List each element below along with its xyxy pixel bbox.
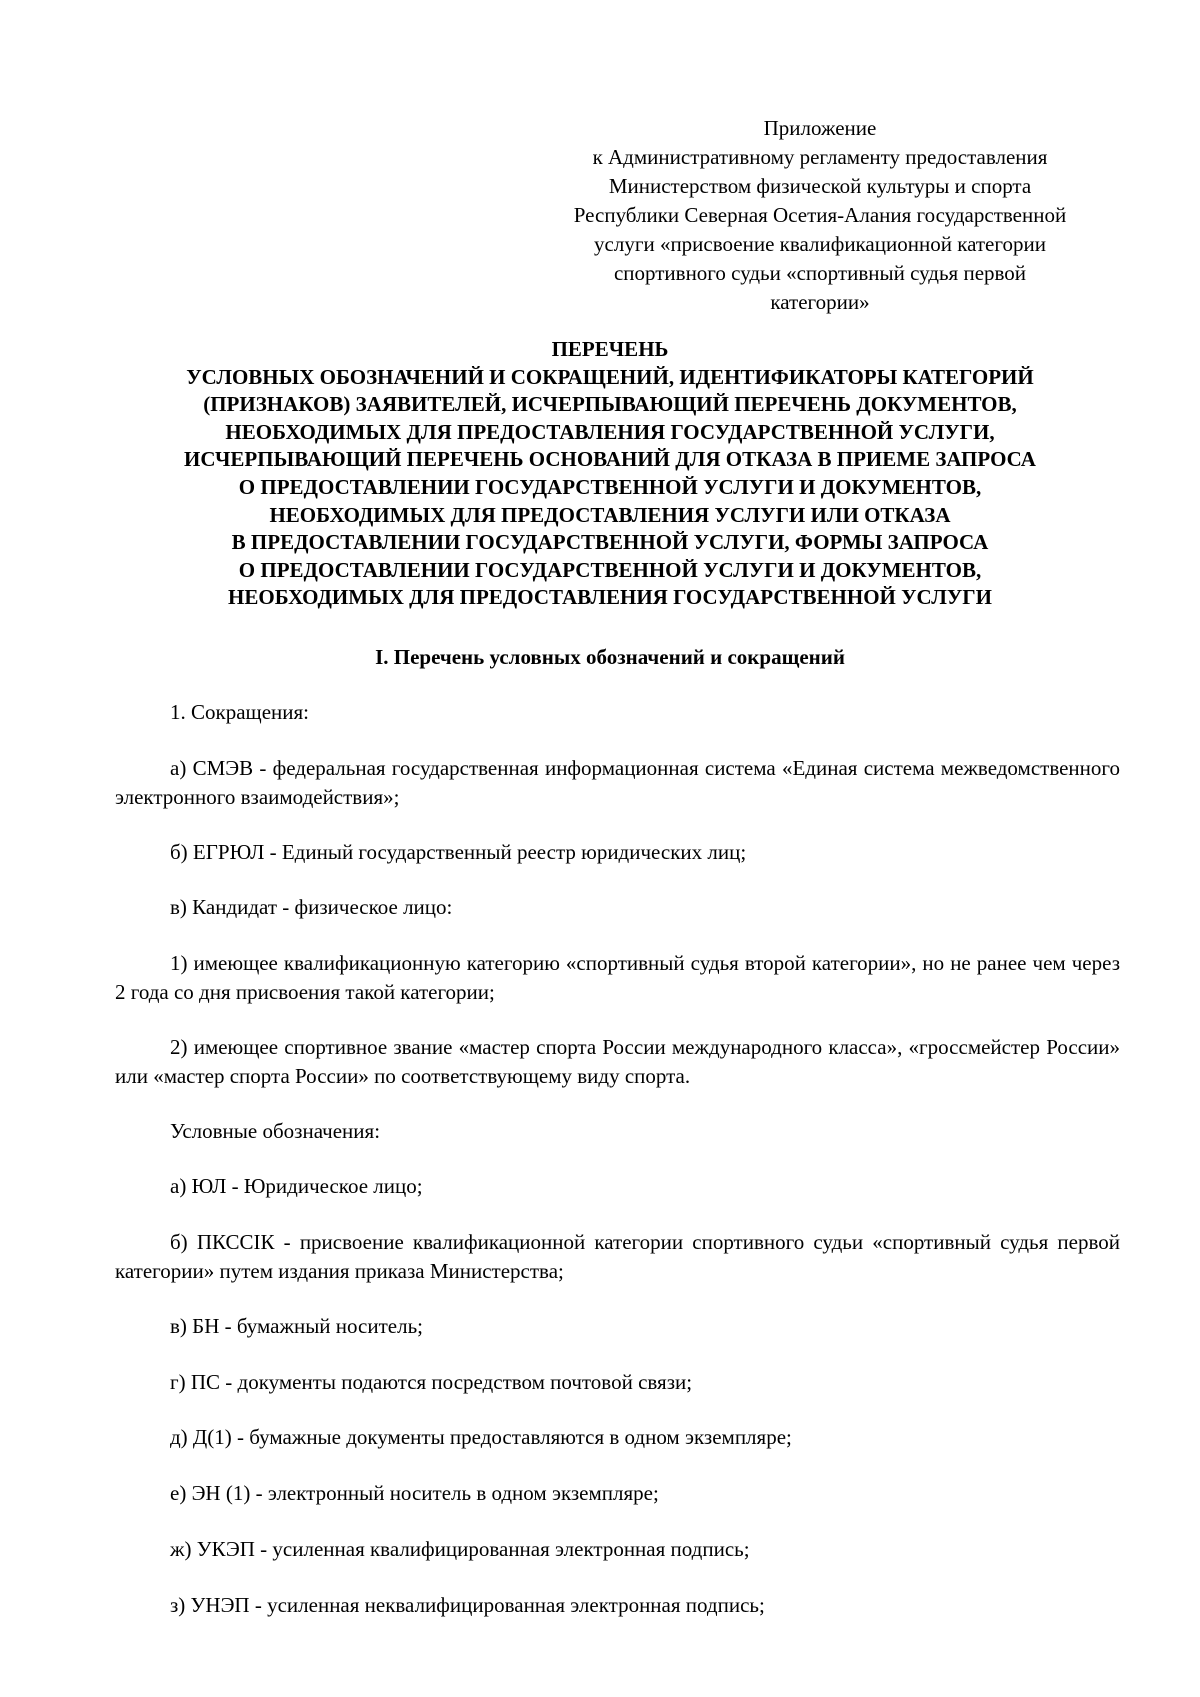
appendix-note bbox=[520, 114, 1120, 317]
title-line: О ПРЕДОСТАВЛЕНИИ ГОСУДАРСТВЕННОЙ УСЛУГИ И ДОКУМЕНТОВ, bbox=[238, 474, 982, 499]
title-line: В ПРЕДОСТАВЛЕНИИ ГОСУДАРСТВЕННОЙ УСЛУГИ, ФОРМЫ ЗАПРОСА bbox=[231, 530, 989, 555]
paragraph-ukep: ж) УКЭП - усиленная квалифицированная электронная подпись; bbox=[170, 1537, 750, 1561]
title-line: НЕОБХОДИМЫХ ДЛЯ ПРЕДОСТАВЛЕНИЯ ГОСУДАРСТВЕННОЙ УСЛУГИ bbox=[228, 585, 992, 610]
paragraph-bn: в) БН - бумажный носитель; bbox=[170, 1314, 424, 1338]
title-line: (ПРИЗНАКОВ) ЗАЯВИТЕЛЕЙ, ИСЧЕРПЫВАЮЩИЙ ПЕРЕЧЕНЬ ДОКУМЕНТОВ, bbox=[203, 392, 1017, 417]
paragraph-smev: а) СМЭВ - федеральная государственная информационная система «Единая система межведомственного электронного взаимодействия»; bbox=[115, 756, 1120, 809]
paragraph-egrul: б) ЕГРЮЛ - Единый государственный реестр юридических лиц; bbox=[170, 840, 747, 864]
appendix-line: Республики Северная Осетия-Алания государственной bbox=[573, 203, 1067, 227]
appendix-line: Приложение bbox=[763, 116, 877, 140]
appendix-line: спортивного судьи «спортивный судья первой bbox=[613, 261, 1027, 285]
paragraph-candidate-1: 1) имеющее квалификационную категорию «спортивный судья второй категории», но не ранее чем через 2 года со дня присвоения такой категории; bbox=[115, 951, 1120, 1004]
appendix-line: категории» bbox=[770, 290, 870, 314]
document-title bbox=[90, 336, 1130, 612]
title-line: НЕОБХОДИМЫХ ДЛЯ ПРЕДОСТАВЛЕНИЯ ГОСУДАРСТВЕННОЙ УСЛУГИ, bbox=[225, 419, 995, 444]
paragraph-yul: а) ЮЛ - Юридическое лицо; bbox=[170, 1174, 423, 1198]
appendix-line: Министерством физической культуры и спорта bbox=[608, 174, 1032, 198]
paragraph-d1: д) Д(1) - бумажные документы предоставляются в одном экземпляре; bbox=[170, 1425, 792, 1449]
appendix-line: к Административному регламенту предоставления bbox=[592, 145, 1048, 169]
paragraph-candidate: в) Кандидат - физическое лицо: bbox=[170, 895, 453, 919]
appendix-line: услуги «присвоение квалификационной категории bbox=[594, 232, 1046, 256]
paragraph-pkss1k: б) ПКССIК - присвоение квалификационной категории спортивного судьи «спортивный судья первой категории» путем издания приказа Министерства; bbox=[115, 1230, 1120, 1283]
title-line: ПЕРЕЧЕНЬ bbox=[551, 337, 669, 361]
paragraph-en1: е) ЭН (1) - электронный носитель в одном экземпляре; bbox=[170, 1481, 659, 1505]
paragraph-symbols: Условные обозначения: bbox=[170, 1119, 381, 1143]
title-line: О ПРЕДОСТАВЛЕНИИ ГОСУДАРСТВЕННОЙ УСЛУГИ И ДОКУМЕНТОВ, bbox=[238, 557, 982, 582]
paragraph-ps: г) ПС - документы подаются посредством почтовой связи; bbox=[170, 1370, 693, 1394]
paragraph-candidate-2: 2) имеющее спортивное звание «мастер спорта России международного класса», «гроссмейстер России» или «мастер спорта России» по соответствующему виду спорта. bbox=[115, 1035, 1120, 1088]
paragraph-unep: з) УНЭП - усиленная неквалифицированная электронная подпись; bbox=[170, 1593, 765, 1617]
paragraph-abbreviations: 1. Сокращения: bbox=[170, 700, 309, 724]
title-line: УСЛОВНЫХ ОБОЗНАЧЕНИЙ И СОКРАЩЕНИЙ, ИДЕНТИФИКАТОРЫ КАТЕГОРИЙ bbox=[186, 364, 1034, 389]
section-heading: I. Перечень условных обозначений и сокращений bbox=[375, 645, 845, 669]
title-line: ИСЧЕРПЫВАЮЩИЙ ПЕРЕЧЕНЬ ОСНОВАНИЙ ДЛЯ ОТКАЗА В ПРИЕМЕ ЗАПРОСА bbox=[184, 447, 1036, 472]
title-line: НЕОБХОДИМЫХ ДЛЯ ПРЕДОСТАВЛЕНИЯ УСЛУГИ ИЛИ ОТКАЗА bbox=[269, 502, 951, 527]
